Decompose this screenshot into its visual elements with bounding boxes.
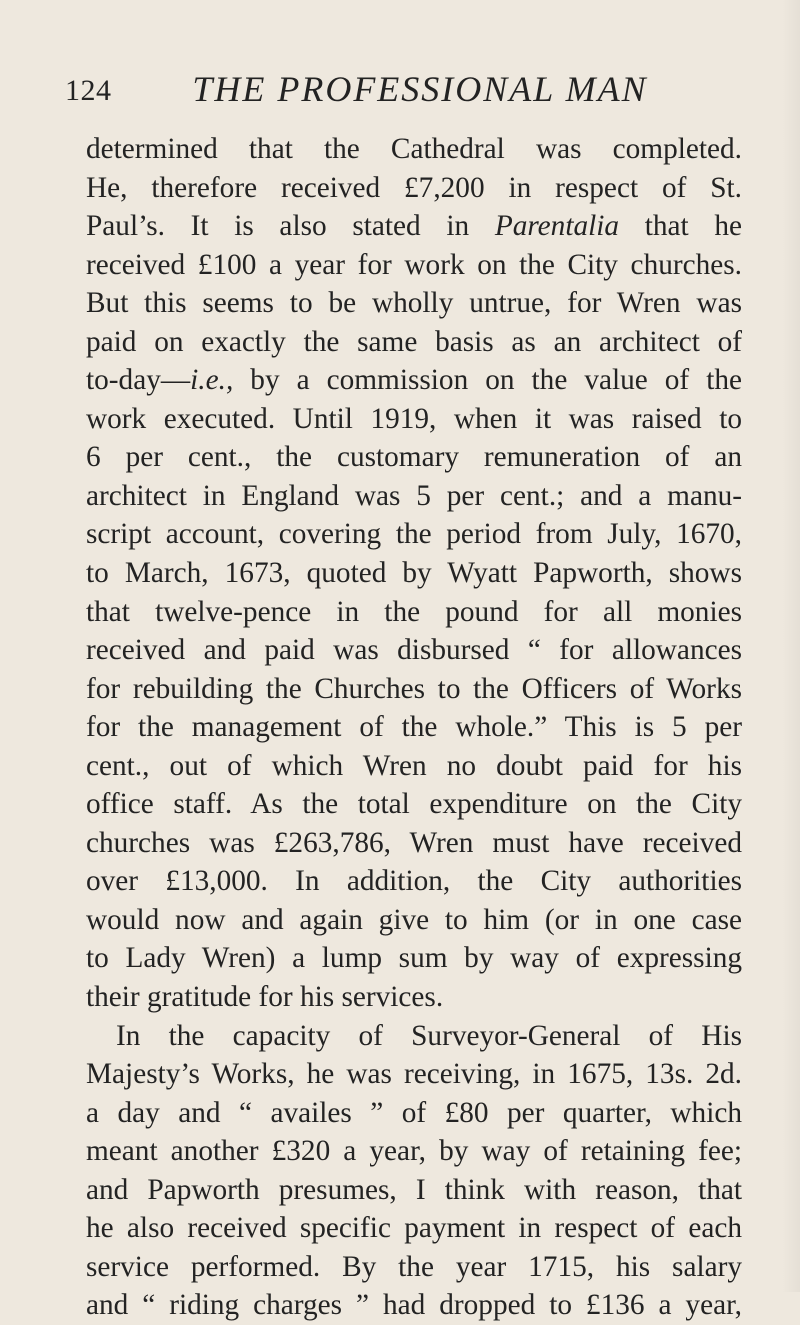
running-head: THE PROFESSIONAL MAN [192, 69, 648, 109]
page-header [65, 68, 745, 128]
text-run: that he [619, 210, 742, 243]
text-line: service performed. By the year 1715, his salary [86, 1250, 742, 1283]
italic-title: Parentalia [494, 210, 620, 243]
text-line: he also received specific payment in respect of each [86, 1212, 742, 1245]
text-line: In the capacity of Surveyor-General of His [116, 1019, 742, 1052]
text-line: received and paid was disbursed “ for allowances [86, 634, 742, 667]
text-run: Paul’s. It is also stated in [86, 210, 495, 243]
text-line: He, therefore received £7,200 in respect of St. [86, 171, 742, 204]
text-line: paid on exactly the same basis as an architect of [86, 325, 742, 358]
text-line: for the management of the whole.” This is 5 per [86, 711, 742, 744]
text-line: architect in England was 5 per cent.; and a manu- [86, 479, 742, 512]
text-line: office staff. As the total expenditure on the City [86, 788, 742, 821]
text-line: meant another £320 a year, by way of retaining fee; [86, 1135, 742, 1168]
text-line: 6 per cent., the customary remuneration of an [86, 441, 742, 474]
text-line [86, 207, 742, 246]
text-line: Majesty’s Works, he was receiving, in 1675, 13s. 2d. [86, 1058, 742, 1091]
text-line: over £13,000. In addition, the City authorities [86, 865, 742, 898]
text-line: script account, covering the period from July, 1670, [86, 518, 742, 551]
text-line: determined that the Cathedral was completed. [86, 133, 742, 165]
text-line: to March, 1673, quoted by Wyatt Papworth, shows [86, 557, 742, 590]
text-line: and “ riding charges ” had dropped to £136 a year, [86, 1289, 742, 1322]
body-text [86, 130, 742, 1325]
text-line: would now and again give to him (or in one case [86, 903, 742, 936]
text-line: churches was £263,786, Wren must have received [86, 826, 742, 859]
text-line: to Lady Wren) a lump sum by way of expressing [86, 942, 742, 975]
text-run: to-day— [86, 364, 191, 397]
text-line: and Papworth presumes, I think with reason, that [86, 1173, 742, 1206]
text-line [86, 361, 742, 400]
page-number: 124 [65, 74, 112, 107]
page-edge-shadow [782, 0, 800, 1292]
text-line: that twelve-pence in the pound for all monies [86, 595, 742, 628]
text-line: a day and “ availes ” of £80 per quarter, which [86, 1096, 742, 1129]
text-line: their gratitude for his services. [86, 981, 444, 1014]
text-line: for rebuilding the Churches to the Officers of Works [86, 672, 742, 705]
text-line: But this seems to be wholly untrue, for Wren was [86, 287, 742, 320]
text-line: received £100 a year for work on the City churches. [86, 248, 742, 281]
text-line: work executed. Until 1919, when it was raised to [86, 402, 742, 435]
italic-abbreviation: i.e., [190, 364, 234, 397]
text-run: by a commission on the value of the [233, 364, 742, 397]
text-line: cent., out of which Wren no doubt paid for his [86, 749, 742, 782]
